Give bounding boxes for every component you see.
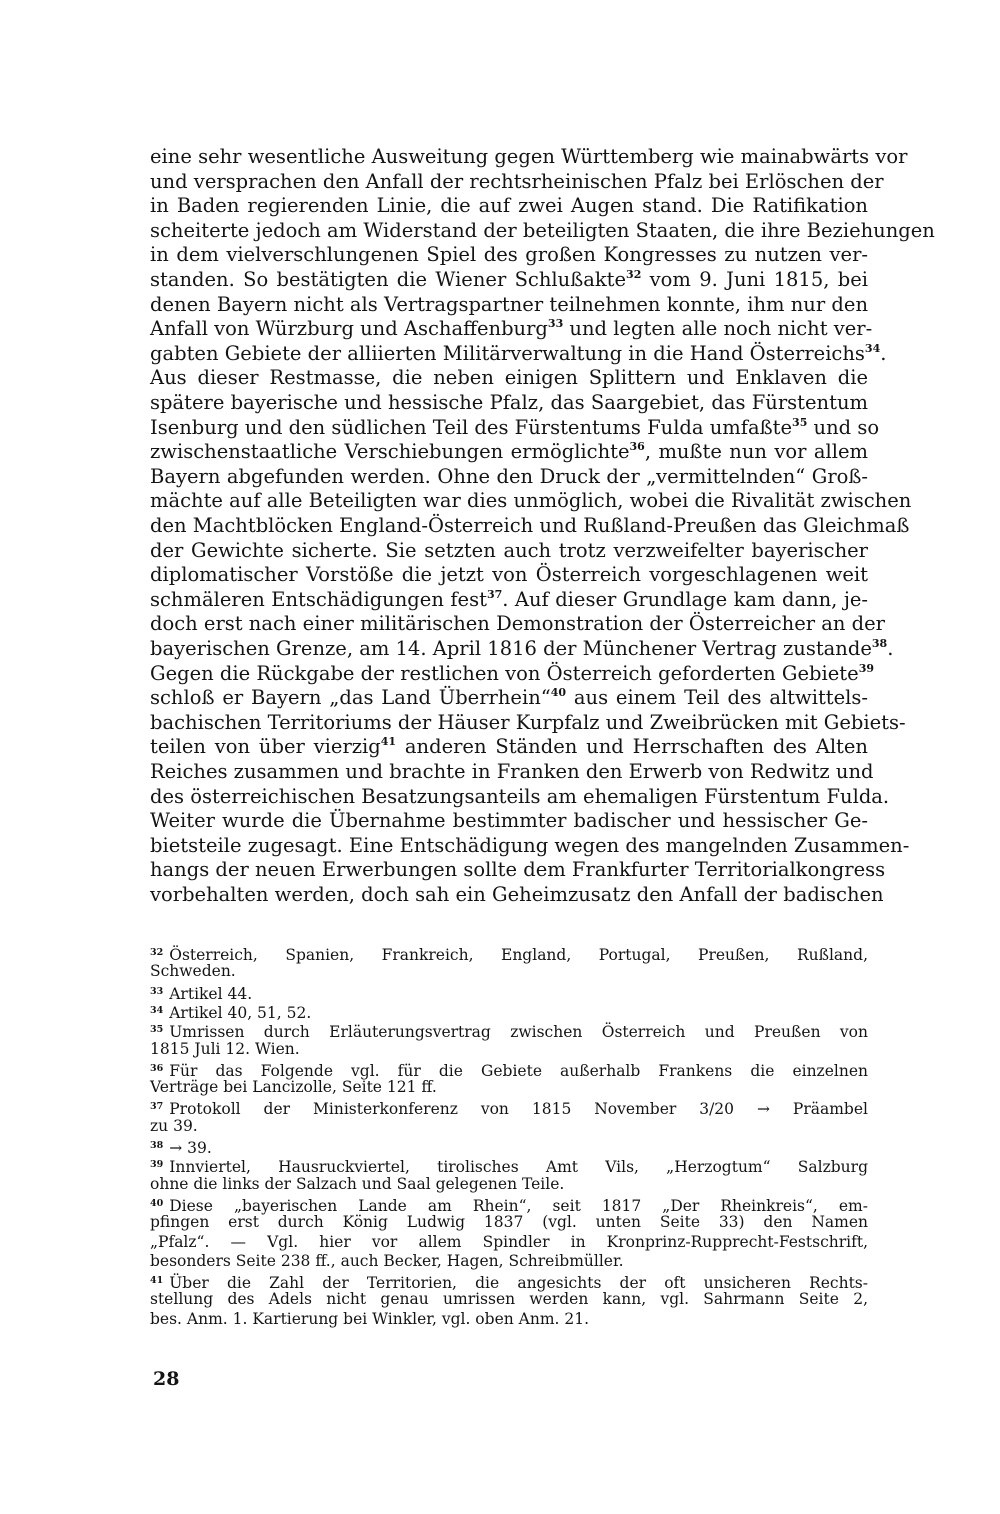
footnote-text: ohne die links der Salzach und Saal gelegenen Teile. <box>150 1174 565 1193</box>
body-text-segment: aus einem Teil des altwittels- <box>566 686 868 710</box>
body-line <box>150 637 894 662</box>
body-text-segment: hangs der neuen Erwerbungen sollte dem Frankfurter Territorialkongress <box>150 858 886 882</box>
footnote-text: Umrissen durch Erläuterungsvertrag zwischen Österreich und Preußen von <box>169 1023 868 1042</box>
footnote-line <box>150 1310 868 1329</box>
body-text-segment: . Auf dieser Grundlage kam dann, je- <box>502 587 868 611</box>
footnote-text: stellung des Adels nicht genau umrissen werden kann, vgl. Sahrmann Seite 2, <box>150 1290 868 1309</box>
body-line <box>150 760 874 785</box>
body-text-segment: bayerischen Grenze, am 14. April 1816 der Münchener Vertrag zustande <box>150 637 872 660</box>
body-line <box>150 809 868 834</box>
footnote-number: 32 <box>150 947 164 958</box>
body-line <box>150 293 868 318</box>
footnote-reference: 35 <box>792 415 808 429</box>
body-text-segment: Aus dieser Restmasse, die neben einigen Splittern und Enklaven die <box>150 366 868 390</box>
footnote-line <box>150 1059 868 1078</box>
body-text-segment: denen Bayern nicht als Vertragspartner teilnehmen konnte, ihm nur den <box>150 292 868 316</box>
body-text-segment: , mußte nun vor allem <box>644 440 868 464</box>
footnote-number: 37 <box>150 1101 164 1113</box>
body-text-segment: und legten alle noch nicht ver- <box>563 317 873 341</box>
body-text-segment: und so <box>807 415 880 439</box>
body-text-segment: eine sehr wesentliche Ausweitung gegen Württemberg wie mainabwärts vor <box>150 145 908 168</box>
body-line <box>150 686 868 711</box>
footnote-reference: 33 <box>547 317 564 331</box>
footnote-line <box>150 1233 868 1252</box>
body-line <box>150 883 884 908</box>
body-line <box>150 268 868 293</box>
body-text-segment: vom 9. Juni 1815, bei <box>641 268 868 291</box>
footnote-number: 41 <box>150 1275 164 1287</box>
footnote-line <box>150 1097 868 1119</box>
footnote-text: Diese „bayerischen Lande am Rhein“, seit 1817 „Der Rheinkreis“, em- <box>169 1196 868 1215</box>
footnote-reference: 39 <box>858 661 874 675</box>
body-text-segment: Weiter wurde die Übernahme bestimmter badischer und hessischer Ge- <box>150 809 868 833</box>
body-line <box>150 145 908 170</box>
body-line <box>150 366 868 391</box>
body-text-segment: standen. So bestätigten die Wiener Schlußakte <box>150 268 627 291</box>
footnote-line <box>150 982 868 1001</box>
footnote-text: Protokoll der Ministerkonferenz von 1815 November 3/20 → Präambel <box>169 1100 868 1119</box>
footnote-line <box>150 1117 868 1136</box>
body-text-segment: Reiches zusammen und brachte in Franken den Erwerb von Redwitz und <box>150 760 874 783</box>
body-text-segment: teilen von über vierzig <box>150 735 381 759</box>
body-text-segment: in dem vielverschlungenen Spiel des großen Kongresses zu nutzen ver- <box>150 243 868 267</box>
body-line <box>150 391 868 416</box>
body-text-segment: . <box>880 341 887 365</box>
footnote-line <box>150 1194 868 1213</box>
body-line <box>150 415 880 441</box>
footnote-text: Über die Zahl der Territorien, die angesichts der oft unsicheren Rechts- <box>169 1274 868 1293</box>
footnote-number: 40 <box>150 1197 164 1209</box>
footnote-reference: 32 <box>626 268 642 281</box>
body-line <box>150 440 868 465</box>
footnote-text: bes. Anm. 1. Kartierung bei Winkler, vgl. oben Anm. 21. <box>150 1309 590 1328</box>
body-line <box>150 341 887 367</box>
footnote-line <box>150 1175 868 1194</box>
footnote-text: Innviertel, Hausruckviertel, tirolisches Amt Vils, „Herzogtum“ Salzburg <box>169 1158 868 1177</box>
body-text-segment: . <box>887 637 894 660</box>
footnote-line <box>150 1290 868 1309</box>
footnote-text: Verträge bei Lancizolle, Seite 121 ff. <box>150 1078 437 1097</box>
body-line <box>150 539 868 564</box>
body-line <box>150 563 868 588</box>
body-text-segment: scheiterte jedoch am Widerstand der beteiligten Staaten, die ihre Beziehungen <box>150 218 935 242</box>
footnote-line <box>150 1020 868 1042</box>
footnote-number: 33 <box>150 985 164 997</box>
footnote-text: Österreich, Spanien, Frankreich, England, Portugal, Preußen, Rußland, <box>169 946 868 964</box>
footnote-line <box>150 1001 868 1020</box>
footnote-reference: 41 <box>380 735 397 749</box>
body-text-segment: vorbehalten werden, doch sah ein Geheimzusatz den Anfall der badischen <box>150 883 884 906</box>
body-line <box>150 784 890 810</box>
footnote-text: Artikel 40, 51, 52. <box>169 1003 312 1022</box>
body-text-segment: der Gewichte sicherte. Sie setzten auch trotz verzweifelter bayerischer <box>150 538 868 562</box>
footnote-text: 1815 Juli 12. Wien. <box>150 1039 300 1058</box>
footnote-line <box>150 1252 868 1271</box>
body-text-segment: schloß er Bayern „das Land Überrhein“ <box>150 686 551 710</box>
body-text-segment: des österreichischen Besatzungsanteils am ehemaligen Fürstentum Fulda. <box>150 784 890 808</box>
footnote-reference: 37 <box>486 587 503 601</box>
footnote-number: 39 <box>150 1159 164 1171</box>
body-text-segment: Bayern abgefunden werden. Ohne den Druck der „vermittelnden“ Groß- <box>150 464 868 488</box>
footnote-text: Artikel 44. <box>169 984 253 1003</box>
body-line <box>150 833 910 859</box>
footnote-number: 38 <box>150 1140 164 1151</box>
body-line <box>150 465 868 490</box>
footnote-line <box>150 1155 868 1177</box>
body-line <box>150 169 884 195</box>
footnote-line <box>150 943 868 962</box>
body-line <box>150 194 868 219</box>
body-text-segment: bachischen Territoriums der Häuser Kurpfalz und Zweibrücken mit Gebiets- <box>150 710 906 734</box>
footnote-line <box>150 1136 868 1155</box>
body-line <box>150 218 935 244</box>
footnote-line <box>150 1078 868 1097</box>
body-text-segment: Gegen die Rückgabe der restlichen von Österreich geforderten Gebiete <box>150 661 859 685</box>
body-text-segment: doch erst nach einer militärischen Demonstration der Österreicher an der <box>150 612 885 636</box>
body-line <box>150 858 886 883</box>
footnote-number: 35 <box>150 1024 164 1036</box>
body-text-segment: mächte auf alle Beteiligten war dies unmöglich, wobei die Rivalität zwischen <box>150 489 912 513</box>
body-text-segment: bietsteile zugesagt. Eine Entschädigung wegen des mangelnden Zusammen- <box>150 833 910 857</box>
body-line <box>150 317 873 342</box>
footnote-text: pfingen erst durch König Ludwig 1837 (vgl. unten Seite 33) den Namen <box>150 1213 868 1232</box>
body-line <box>150 243 868 268</box>
body-text-segment: den Machtblöcken England-Österreich und Rußland-Preußen das Gleichmaß <box>150 514 910 537</box>
footnote-text: → 39. <box>169 1139 212 1157</box>
body-line <box>150 612 885 637</box>
body-line <box>150 661 874 687</box>
footnote-line <box>150 1040 868 1059</box>
footnote-number: 36 <box>150 1062 164 1074</box>
body-line <box>150 735 868 760</box>
body-text-segment: Anfall von Würzburg und Aschaffenburg <box>150 317 548 341</box>
footnote-reference: 38 <box>871 637 888 650</box>
footnote-reference: 36 <box>629 440 645 454</box>
body-text-segment: spätere bayerische und hessische Pfalz, das Saargebiet, das Fürstentum <box>150 391 868 414</box>
footnote-line <box>150 962 868 981</box>
footnote-text: zu 39. <box>150 1116 198 1135</box>
footnote-text: Für das Folgende vgl. für die Gebiete außerhalb Frankens die einzelnen <box>169 1061 868 1080</box>
body-text-segment: Isenburg und den südlichen Teil des Fürstentums Fulda umfaßte <box>150 415 793 439</box>
footnote-number: 34 <box>150 1004 164 1016</box>
body-text-segment: anderen Ständen und Herrschaften des Alten <box>396 735 868 759</box>
body-text-segment: und versprachen den Anfall der rechtsrheinischen Pfalz bei Erlöschen der <box>150 169 884 193</box>
body-text-segment: diplomatischer Vorstöße die jetzt von Österreich vorgeschlagenen weit <box>150 563 868 587</box>
footnote-line <box>150 1271 868 1293</box>
footnote-text: Schweden. <box>150 962 236 981</box>
body-line <box>150 489 912 514</box>
body-text-segment: zwischenstaatliche Verschiebungen ermöglichte <box>150 440 630 464</box>
footnote-text: besonders Seite 238 ff., auch Becker, Hagen, Schreibmüller. <box>150 1251 624 1270</box>
footnote-reference: 40 <box>550 686 567 700</box>
body-text-segment: in Baden regierenden Linie, die auf zwei Augen stand. Die Ratifikation <box>150 194 868 218</box>
footnote-text: „Pfalz“. — Vgl. hier vor allem Spindler in Kronprinz-Rupprecht-Festschrift, <box>150 1232 868 1251</box>
body-text-segment: schmäleren Entschädigungen fest <box>150 587 487 611</box>
page-number: 28 <box>153 1368 180 1390</box>
body-text-segment: gabten Gebiete der alliierten Militärverwaltung in die Hand Österreichs <box>150 341 865 365</box>
footnote-line <box>150 1213 868 1232</box>
body-line <box>150 588 868 613</box>
body-line <box>150 710 906 736</box>
body-line <box>150 514 910 539</box>
footnote-reference: 34 <box>864 341 881 355</box>
